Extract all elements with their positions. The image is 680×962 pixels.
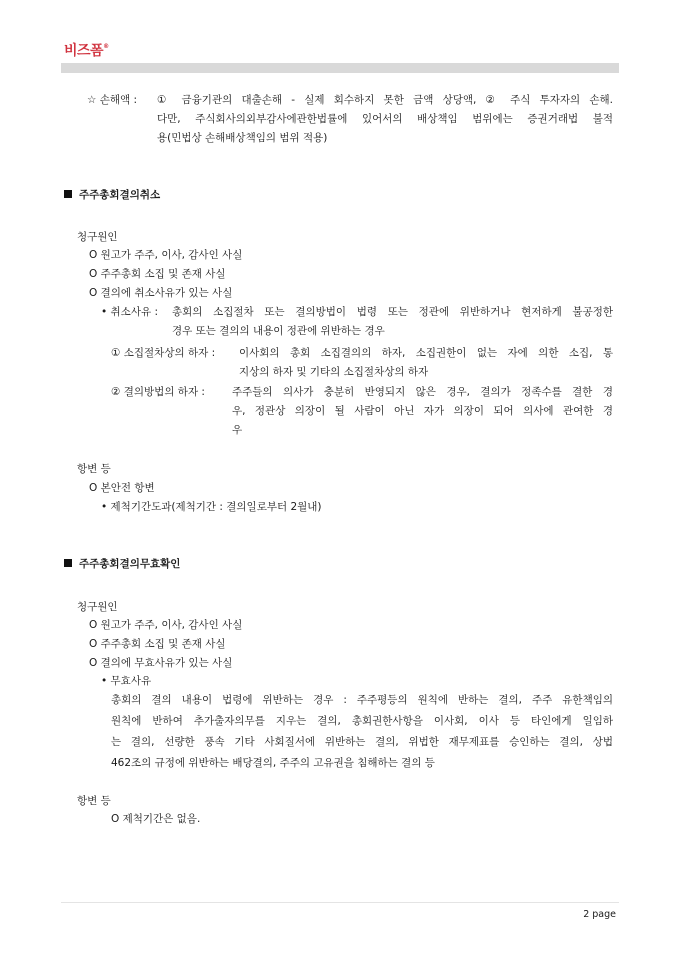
claim-item-1: O 원고가 주주, 이사, 감사인 사실 (89, 619, 243, 631)
claim-item-3: O 결의에 무효사유가 있는 사실 (89, 657, 233, 669)
loss-amount-line-2: 다만, 주식회사의외부감사에관한법률에 있어서의 배상책임 범위에는 증권거래법 불적 (157, 113, 613, 125)
page-number: 2 page (583, 909, 616, 920)
square-bullet-icon (64, 559, 72, 567)
cancel-reason-label: • 취소사유 : (101, 306, 158, 318)
claim-heading: 청구원인 (77, 231, 118, 243)
claim-item-1: O 원고가 주주, 이사, 감사인 사실 (89, 249, 243, 261)
void-reason-label: • 무효사유 (101, 675, 152, 687)
defense-sub-item: • 제척기간도과(제척기간 : 결의일로부터 2월내) (101, 501, 322, 513)
loss-amount-line-1: ① 금융기관의 대출손해 - 실제 회수하지 못한 금액 상당액, ② 주식 투자자의 손해. (157, 94, 613, 106)
defect-2-line-3: 우 (232, 424, 243, 436)
bizforms-logo (64, 43, 109, 59)
defect-1-line-2: 지상의 하자 및 기타의 소집절차상의 하자 (239, 366, 429, 378)
defect-1-label: ① 소집절차상의 하자 : (111, 347, 216, 359)
void-reason-line-4: 462조의 규정에 위반하는 배당결의, 주주의 고유권을 침해하는 결의 등 (111, 757, 435, 769)
footer-divider (61, 902, 619, 903)
claim-item-2: O 주주총회 소집 및 존재 사실 (89, 638, 226, 650)
defense-heading: 항변 등 (77, 463, 111, 475)
defense-item: O 제척기간은 없음. (111, 813, 201, 825)
defect-2-line-1: 주주들의 의사가 충분히 반영되지 않은 경우, 결의가 정족수를 결한 경 (232, 386, 613, 398)
section-title-cancellation: 주주총회결의취소 (64, 186, 160, 205)
defect-2-line-2: 우, 정관상 의장이 될 사람이 아닌 자가 의장이 되어 의사에 관여한 경 (232, 405, 613, 417)
defect-1-line-1: 이사회의 총회 소집결의의 하자, 소집권한이 없는 자에 의한 소집, 통 (239, 347, 613, 359)
section-title-nullity: 주주총회결의무효확인 (64, 555, 180, 574)
void-reason-line-3: 는 결의, 선량한 풍속 기타 사회질서에 위반하는 결의, 위법한 재무제표를 승인하는 결의, 상법 (111, 736, 613, 748)
square-bullet-icon (64, 190, 72, 198)
claim-heading: 청구원인 (77, 601, 118, 613)
defect-2-label: ② 결의방법의 하자 : (111, 386, 205, 398)
void-reason-line-2: 원칙에 반하여 추가출자의무를 지우는 결의, 총회권한사항을 이사회, 이사 등 타인에게 일임하 (111, 715, 613, 727)
claim-item-3: O 결의에 취소사유가 있는 사실 (89, 287, 233, 299)
claim-item-2: O 주주총회 소집 및 존재 사실 (89, 268, 226, 280)
loss-amount-label: ☆ 손해액 : (87, 94, 138, 106)
void-reason-line-1: 총회의 결의 내용이 법령에 위반하는 경우 : 주주평등의 원칙에 반하는 결의, 주주 유한책임의 (111, 694, 613, 706)
defense-heading: 항변 등 (77, 795, 111, 807)
cancel-reason-line-1: 총회의 소집절차 또는 결의방법이 법령 또는 정관에 위반하거나 현저하게 불공정한 (172, 306, 613, 318)
cancel-reason-line-2: 경우 또는 결의의 내용이 정관에 위반하는 경우 (172, 325, 385, 337)
defense-item: O 본안전 항변 (89, 482, 155, 494)
loss-amount-line-3: 용(민법상 손해배상책임의 범위 적용) (157, 132, 328, 144)
registered-mark: ® (103, 43, 109, 50)
header-bar (61, 63, 619, 73)
logo-text: 비즈폼 (64, 43, 104, 59)
